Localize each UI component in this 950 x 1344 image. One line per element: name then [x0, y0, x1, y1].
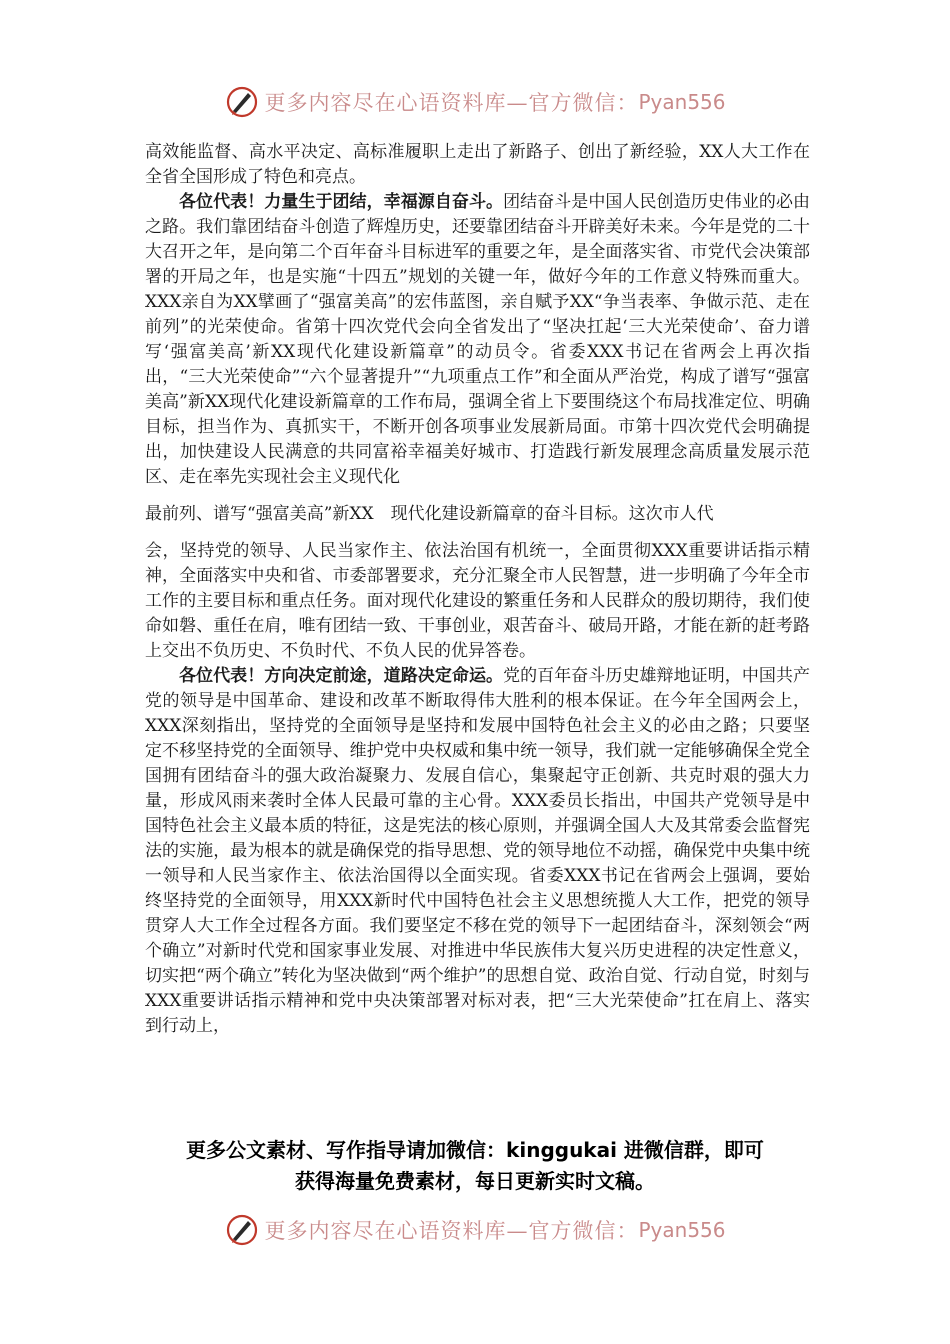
paragraph-2-continued: 最前列、谱写“强富美高”新XX 现代化建设新篇章的奋斗目标。这次市人代 [145, 504, 714, 524]
banner-wechat-id: Pyan556 [638, 90, 726, 114]
banner-text: 更多内容尽在心语资料库—官方微信： [264, 91, 639, 115]
promo-line-1: 更多公文素材、写作指导请加微信：kinggukai 进微信群，即可 [186, 1138, 764, 1162]
paragraph-2-continued-2: 会，坚持党的领导、人民当家作主、依法治国有机统一，全面贯彻XXX重要讲话指示精神，全面落实中央和省、市委部署要求，充分汇聚全市人民智慧，进一步明确了今年全市工作的主要目标和重点任务。面对现代化建设的繁重任务和人民群众的殷切期待，我们使命如磐、重任在肩，唯有团结一致、干事创业，艰苦奋斗、破局开路，才能在新的赶考路上交出不负历史、不负时代、不负人民的优异答卷。 [145, 541, 810, 661]
paragraph-1: 高效能监督、高水平决定、高标准履职上走出了新路子、创出了新经验，XX人大工作在全省全国形成了特色和亮点。 [145, 142, 810, 187]
document-body [145, 140, 810, 1039]
banner-wechat-id: Pyan556 [638, 1218, 726, 1242]
promo-notice [100, 1135, 850, 1197]
pen-logo-icon [224, 1212, 260, 1248]
paragraph-2-text: 团结奋斗是中国人民创造历史伟业的必由之路。我们靠团结奋斗创造了辉煌历史，还要靠团结奋斗开辟美好未来。今年是党的二十大召开之年，是向第二个百年奋斗目标进军的重要之年，是全面落实省、市党代会决策部署的开局之年，也是实施“十四五”规划的关键一年，做好今年的工作意义特殊而重大。XXX亲自为XX擘画了“强富美高”的宏伟蓝图，亲自赋予XX“争当表率、争做示范、走在前列”的光荣使命。省第十四次党代会向全省发出了“坚决扛起‘三大光荣使命’、奋力谱写‘强富美高’新XX现代化建设新篇章”的动员令。省委XXX书记在省两会上再次指出，“三大光荣使命”“六个显著提升”“九项重点工作”和全面从严治党，构成了谱写“强富美高”新XX现代化建设新篇章的工作布局，强调全省上下要围绕这个布局找准定位、明确目标，担当作为、真抓实干，不断开创各项事业发展新局面。市第十四次党代会明确提出，加快建设人民满意的共同富裕幸福美好城市、打造践行新发展理念高质量发展示范区、走在率先实现社会主义现代化 [145, 192, 811, 487]
banner-text: 更多内容尽在心语资料库—官方微信： [264, 1219, 639, 1243]
header-watermark-banner [0, 82, 950, 122]
paragraph-3-lead: 各位代表！方向决定前途，道路决定命运。 [179, 666, 504, 686]
paragraph-3 [145, 664, 810, 1039]
paragraph-2 [145, 190, 810, 490]
promo-line-2: 获得海量免费素材，每日更新实时文稿。 [295, 1169, 655, 1193]
footer-watermark-banner [0, 1210, 950, 1250]
pen-logo-icon [224, 84, 260, 120]
paragraph-3-text: 党的百年奋斗历史雄辩地证明，中国共产党的领导是中国革命、建设和改革不断取得伟大胜利的根本保证。在今年全国两会上，XXX深刻指出，坚持党的全面领导是坚持和发展中国特色社会主义的必由之路；只要坚定不移坚持党的全面领导、维护党中央权威和集中统一领导，我们就一定能够确保全党全国拥有团结奋斗的强大政治凝聚力、发展自信心，集聚起守正创新、共克时艰的强大力量，形成风雨来袭时全体人民最可靠的主心骨。XXX委员长指出，中国共产党领导是中国特色社会主义最本质的特征，这是宪法的核心原则，并强调全国人大及其常委会监督宪法的实施，最为根本的就是确保党的指导思想、党的领导地位不动摇，确保党中央集中统一领导和人民当家作主、依法治国得以全面实现。省委XXX书记在省两会上强调，要始终坚持党的全面领导，用XXX新时代中国特色社会主义思想统揽人大工作，把党的领导贯穿人大工作全过程各方面。我们要坚定不移在党的领导下一起团结奋斗，深刻领会“两个确立”对新时代党和国家事业发展、对推进中华民族伟大复兴历史进程的决定性意义，切实把“两个确立”转化为坚决做到“两个维护”的思想自觉、政治自觉、行动自觉，时刻与XXX重要讲话指示精神和党中央决策部署对标对表，把“三大光荣使命”扛在肩上、落实到行动上， [145, 666, 811, 1036]
paragraph-2-lead: 各位代表！力量生于团结，幸福源自奋斗。 [179, 192, 504, 212]
